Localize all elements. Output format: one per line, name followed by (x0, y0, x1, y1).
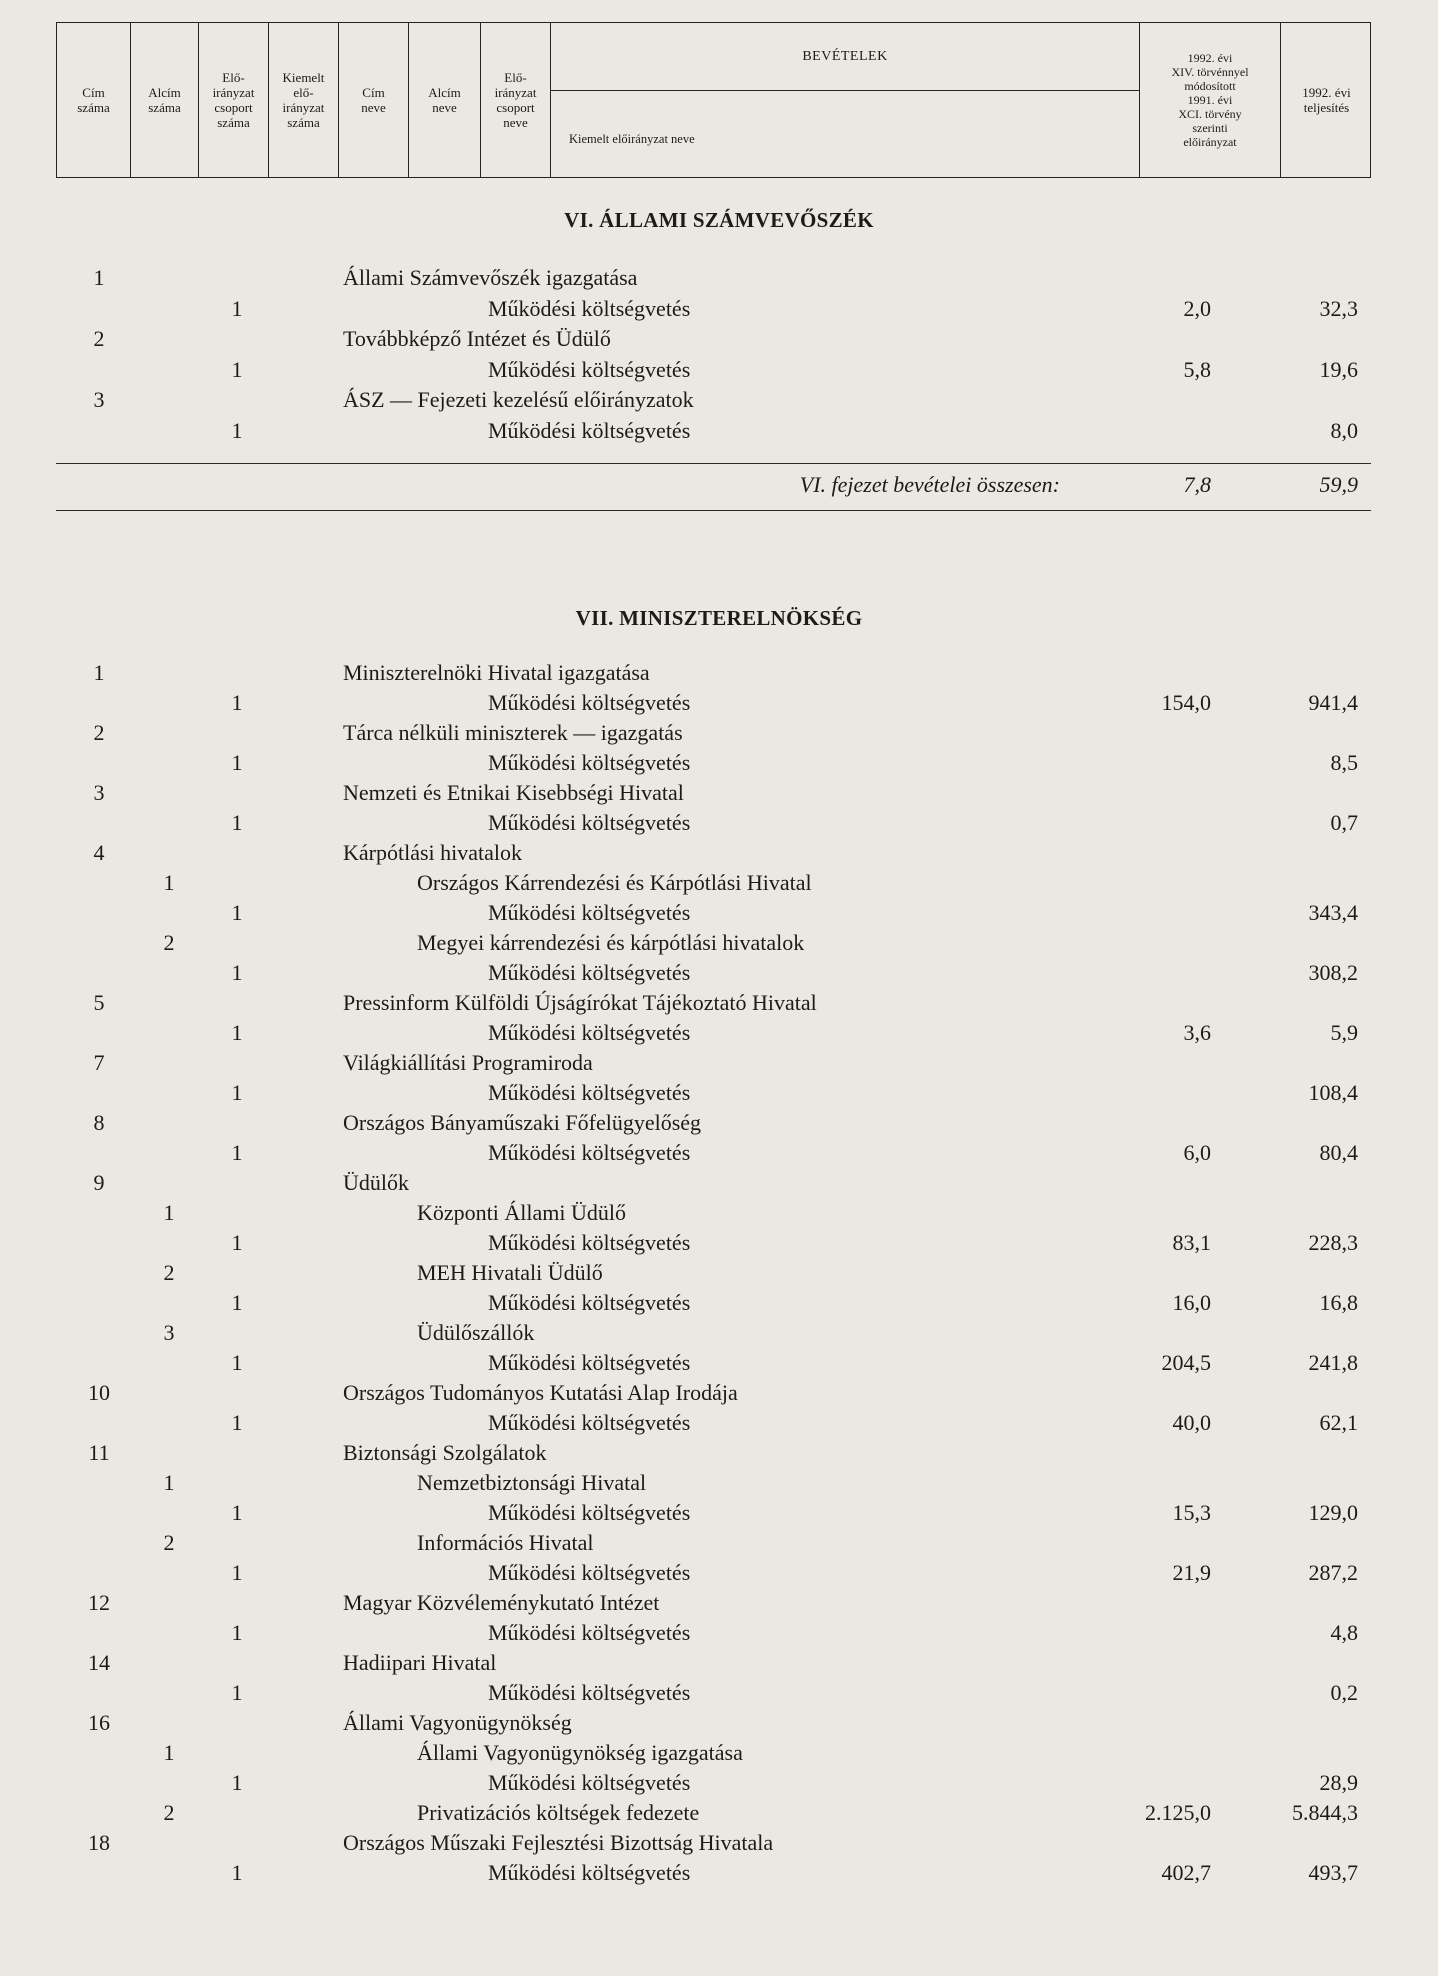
value-1992: 62,1 (1319, 1410, 1358, 1435)
row-label: Központi Állami Üdülő (417, 1200, 626, 1225)
row-label: Működési költségvetés (488, 1140, 691, 1165)
value-1991: 2,0 (1183, 295, 1211, 321)
header-cim-neve: Cím neve (339, 23, 409, 177)
row-label: Működési költségvetés (488, 1350, 691, 1375)
table-row (0, 748, 1438, 778)
eloiranyzat-csoport-szama: 1 (231, 356, 243, 382)
table-row (0, 1708, 1438, 1738)
table-row (0, 1288, 1438, 1318)
cim-szama: 3 (93, 387, 105, 413)
row-label: ÁSZ — Fejezeti kezelésű előirányzatok (343, 387, 694, 413)
total-rule-bottom (56, 510, 1371, 511)
table-row (0, 958, 1438, 988)
table-row (0, 1018, 1438, 1048)
total-rule-top (56, 463, 1371, 464)
eloiranyzat-csoport-szama: 1 (231, 1410, 243, 1435)
table-row (0, 1528, 1438, 1558)
table-row (0, 1738, 1438, 1768)
header-1992-teljesites: 1992. évi teljesítés (1302, 85, 1351, 115)
value-1991: 15,3 (1172, 1500, 1211, 1525)
table-row (0, 898, 1438, 928)
row-label: Országos Műszaki Fejlesztési Bizottság Hivatala (343, 1830, 774, 1855)
eloiranyzat-csoport-szama: 1 (231, 960, 243, 985)
value-1991: 6,0 (1183, 1140, 1211, 1165)
row-label: Országos Tudományos Kutatási Alap Irodája (343, 1380, 738, 1405)
row-label: Működési költségvetés (488, 1020, 691, 1045)
row-label: Országos Bányaműszaki Főfelügyelőség (343, 1110, 702, 1135)
row-label: MEH Hivatali Üdülő (417, 1260, 603, 1285)
table-row (0, 1798, 1438, 1828)
table-row (0, 1258, 1438, 1288)
section-vi-total-row (0, 470, 1438, 500)
eloiranyzat-csoport-szama: 1 (231, 1770, 243, 1795)
table-row (0, 688, 1438, 718)
row-label: Működési költségvetés (488, 356, 691, 382)
value-1991: 204,5 (1161, 1350, 1211, 1375)
value-1992: 0,2 (1330, 1680, 1358, 1705)
value-1992: 8,5 (1330, 750, 1358, 775)
row-label: Állami Vagyonügynökség (343, 1710, 572, 1735)
value-1992: 228,3 (1308, 1230, 1358, 1255)
eloiranyzat-csoport-szama: 1 (231, 295, 243, 321)
value-1992: 308,2 (1308, 960, 1358, 985)
value-1992: 343,4 (1308, 900, 1358, 925)
row-label: Nemzetbiztonsági Hivatal (417, 1470, 647, 1495)
value-1992: 32,3 (1319, 295, 1358, 321)
table-row (0, 1828, 1438, 1858)
header-alcim-neve: Alcím neve (409, 23, 481, 177)
table-row (0, 1138, 1438, 1168)
row-label: Működési költségvetés (488, 1500, 691, 1525)
eloiranyzat-csoport-szama: 1 (231, 810, 243, 835)
value-1991: 402,7 (1161, 1860, 1211, 1885)
cim-szama: 2 (93, 326, 105, 352)
value-1992: 287,2 (1308, 1560, 1358, 1585)
value-1991: 154,0 (1161, 690, 1211, 715)
table-row (0, 1378, 1438, 1408)
row-label: Működési költségvetés (488, 1860, 691, 1885)
alcim-szama: 2 (163, 930, 175, 955)
table-row (0, 1348, 1438, 1378)
eloiranyzat-csoport-szama: 1 (231, 1350, 243, 1375)
section-vi-title: VI. ÁLLAMI SZÁMVEVŐSZÉK (564, 208, 874, 232)
row-label: Biztonsági Szolgálatok (343, 1440, 547, 1465)
table-row (0, 385, 1438, 415)
value-1992: 5.844,3 (1292, 1800, 1358, 1825)
value-1991: 3,6 (1183, 1020, 1211, 1045)
alcim-szama: 2 (163, 1260, 175, 1285)
eloiranyzat-csoport-szama: 1 (231, 900, 243, 925)
table-row (0, 324, 1438, 354)
value-1992: 28,9 (1319, 1770, 1358, 1795)
table-row (0, 1648, 1438, 1678)
value-1991: 40,0 (1172, 1410, 1211, 1435)
table-header (56, 22, 1371, 178)
cim-szama: 4 (93, 840, 105, 865)
row-label: Üdülők (343, 1170, 409, 1195)
table-row (0, 1858, 1438, 1888)
row-label: Információs Hivatal (417, 1530, 594, 1555)
row-label: Működési költségvetés (488, 960, 691, 985)
value-1992: 19,6 (1319, 356, 1358, 382)
table-row (0, 1198, 1438, 1228)
eloiranyzat-csoport-szama: 1 (231, 1080, 243, 1105)
eloiranyzat-csoport-szama: 1 (231, 1560, 243, 1585)
table-row (0, 928, 1438, 958)
row-label: Működési költségvetés (488, 690, 691, 715)
table-row (0, 1468, 1438, 1498)
header-eloiranyzat-csoport-szama: Elő- irányzat csoport száma (199, 23, 269, 177)
row-label: Működési költségvetés (488, 1410, 691, 1435)
table-row (0, 808, 1438, 838)
cim-szama: 11 (88, 1440, 110, 1465)
header-kiemelt-eloiranyzat-neve: Kiemelt előirányzat neve (569, 132, 695, 146)
value-1991: 5,8 (1183, 356, 1211, 382)
value-1991: 16,0 (1172, 1290, 1211, 1315)
alcim-szama: 1 (163, 1200, 175, 1225)
value-1992: 5,9 (1330, 1020, 1358, 1045)
row-label: Működési költségvetés (488, 1680, 691, 1705)
row-label: Pressinform Külföldi Újságírókat Tájékoztató Hivatal (343, 990, 817, 1015)
row-label: Állami Vagyonügynökség igazgatása (417, 1740, 743, 1765)
value-1991: 83,1 (1172, 1230, 1211, 1255)
section-vi-total-v1: 7,8 (1183, 472, 1211, 497)
value-1992: 493,7 (1308, 1860, 1358, 1885)
row-label: Privatizációs költségek fedezete (417, 1800, 700, 1825)
table-row (0, 1078, 1438, 1108)
eloiranyzat-csoport-szama: 1 (231, 1620, 243, 1645)
row-label: Hadiipari Hivatal (343, 1650, 497, 1675)
cim-szama: 8 (93, 1110, 105, 1135)
table-row (0, 1558, 1438, 1588)
table-row (0, 1768, 1438, 1798)
header-bevetelek-group (551, 23, 1140, 177)
cim-szama: 18 (88, 1830, 110, 1855)
cim-szama: 9 (93, 1170, 105, 1195)
table-row (0, 1108, 1438, 1138)
value-1992: 4,8 (1330, 1620, 1358, 1645)
section-vi-total-label: VI. fejezet bevételei összesen: (799, 472, 1060, 497)
table-row (0, 294, 1438, 324)
table-row (0, 263, 1438, 293)
table-row (0, 1408, 1438, 1438)
eloiranyzat-csoport-szama: 1 (231, 1680, 243, 1705)
cim-szama: 1 (93, 660, 105, 685)
alcim-szama: 1 (163, 870, 175, 895)
row-label: Működési költségvetés (488, 1290, 691, 1315)
value-1992: 941,4 (1308, 690, 1358, 715)
row-label: Miniszterelnöki Hivatal igazgatása (343, 660, 650, 685)
table-row (0, 988, 1438, 1018)
value-1992: 0,7 (1330, 810, 1358, 835)
row-label: Világkiállítási Programiroda (343, 1050, 593, 1075)
table-row (0, 658, 1438, 688)
table-row (0, 1048, 1438, 1078)
value-1991: 2.125,0 (1145, 1800, 1211, 1825)
table-row (0, 355, 1438, 385)
value-1992: 129,0 (1308, 1500, 1358, 1525)
row-label: Működési költségvetés (488, 1080, 691, 1105)
table-row (0, 1318, 1438, 1348)
header-cim-szama: Cím száma (57, 23, 131, 177)
cim-szama: 1 (93, 265, 105, 290)
table-row (0, 718, 1438, 748)
row-label: Megyei kárrendezési és kárpótlási hivatalok (417, 930, 805, 955)
table-row (0, 838, 1438, 868)
table-row (0, 1618, 1438, 1648)
table-row (0, 868, 1438, 898)
cim-szama: 5 (93, 990, 105, 1015)
row-label: Továbbképző Intézet és Üdülő (343, 326, 611, 352)
row-label: Tárca nélküli miniszterek — igazgatás (343, 720, 683, 745)
table-row (0, 1588, 1438, 1618)
eloiranyzat-csoport-szama: 1 (231, 1140, 243, 1165)
row-label: Működési költségvetés (488, 1770, 691, 1795)
cim-szama: 10 (88, 1380, 110, 1405)
row-label: Működési költségvetés (488, 418, 691, 443)
cim-szama: 3 (93, 780, 105, 805)
eloiranyzat-csoport-szama: 1 (231, 1020, 243, 1045)
value-1992: 8,0 (1330, 418, 1358, 443)
row-label: Működési költségvetés (488, 810, 691, 835)
header-bevetelek: BEVÉTELEK (551, 23, 1139, 91)
alcim-szama: 2 (163, 1530, 175, 1555)
alcim-szama: 3 (163, 1320, 175, 1345)
table-row (0, 1678, 1438, 1708)
section-vi-total-v2: 59,9 (1319, 472, 1358, 497)
header-alcim-szama: Alcím száma (131, 23, 199, 177)
row-label: Működési költségvetés (488, 1230, 691, 1255)
header-kiemelt-eloiranyzat-szama: Kiemelt elő- irányzat száma (269, 23, 339, 177)
value-1992: 16,8 (1319, 1290, 1358, 1315)
row-label: Működési költségvetés (488, 900, 691, 925)
row-label: Nemzeti és Etnikai Kisebbségi Hivatal (343, 780, 684, 805)
alcim-szama: 1 (163, 1470, 175, 1495)
value-1991: 21,9 (1172, 1560, 1211, 1585)
eloiranyzat-csoport-szama: 1 (231, 690, 243, 715)
alcim-szama: 2 (163, 1800, 175, 1825)
eloiranyzat-csoport-szama: 1 (231, 1230, 243, 1255)
row-label: Működési költségvetés (488, 295, 691, 321)
cim-szama: 16 (88, 1710, 110, 1735)
alcim-szama: 1 (163, 1740, 175, 1765)
table-row (0, 1228, 1438, 1258)
table-row (0, 778, 1438, 808)
row-label: Működési költségvetés (488, 1560, 691, 1585)
eloiranyzat-csoport-szama: 1 (231, 418, 243, 443)
eloiranyzat-csoport-szama: 1 (231, 1500, 243, 1525)
value-1992: 80,4 (1319, 1140, 1358, 1165)
cim-szama: 12 (88, 1590, 110, 1615)
table-row (0, 416, 1438, 446)
row-label: Kárpótlási hivatalok (343, 840, 523, 865)
eloiranyzat-csoport-szama: 1 (231, 750, 243, 775)
row-label: Állami Számvevőszék igazgatása (343, 265, 638, 290)
row-label: Működési költségvetés (488, 750, 691, 775)
table-row (0, 1438, 1438, 1468)
row-label: Magyar Közvéleménykutató Intézet (343, 1590, 660, 1615)
header-eloiranyzat-csoport-neve: Elő- irányzat csoport neve (481, 23, 551, 177)
cim-szama: 7 (93, 1050, 105, 1075)
row-label: Működési költségvetés (488, 1620, 691, 1645)
header-1991-eloiranyzat: 1992. évi XIV. törvénnyel módosított 1991. évi XCI. törvény szerinti előirányzat (1140, 23, 1281, 177)
value-1992: 108,4 (1308, 1080, 1358, 1105)
eloiranyzat-csoport-szama: 1 (231, 1290, 243, 1315)
cim-szama: 14 (88, 1650, 110, 1675)
value-1992: 241,8 (1308, 1350, 1358, 1375)
eloiranyzat-csoport-szama: 1 (231, 1860, 243, 1885)
table-row (0, 1498, 1438, 1528)
section-vii-title: VII. MINISZTERELNÖKSÉG (575, 606, 863, 630)
cim-szama: 2 (93, 720, 105, 745)
row-label: Országos Kárrendezési és Kárpótlási Hivatal (417, 870, 812, 895)
table-row (0, 1168, 1438, 1198)
row-label: Üdülőszállók (417, 1320, 535, 1345)
